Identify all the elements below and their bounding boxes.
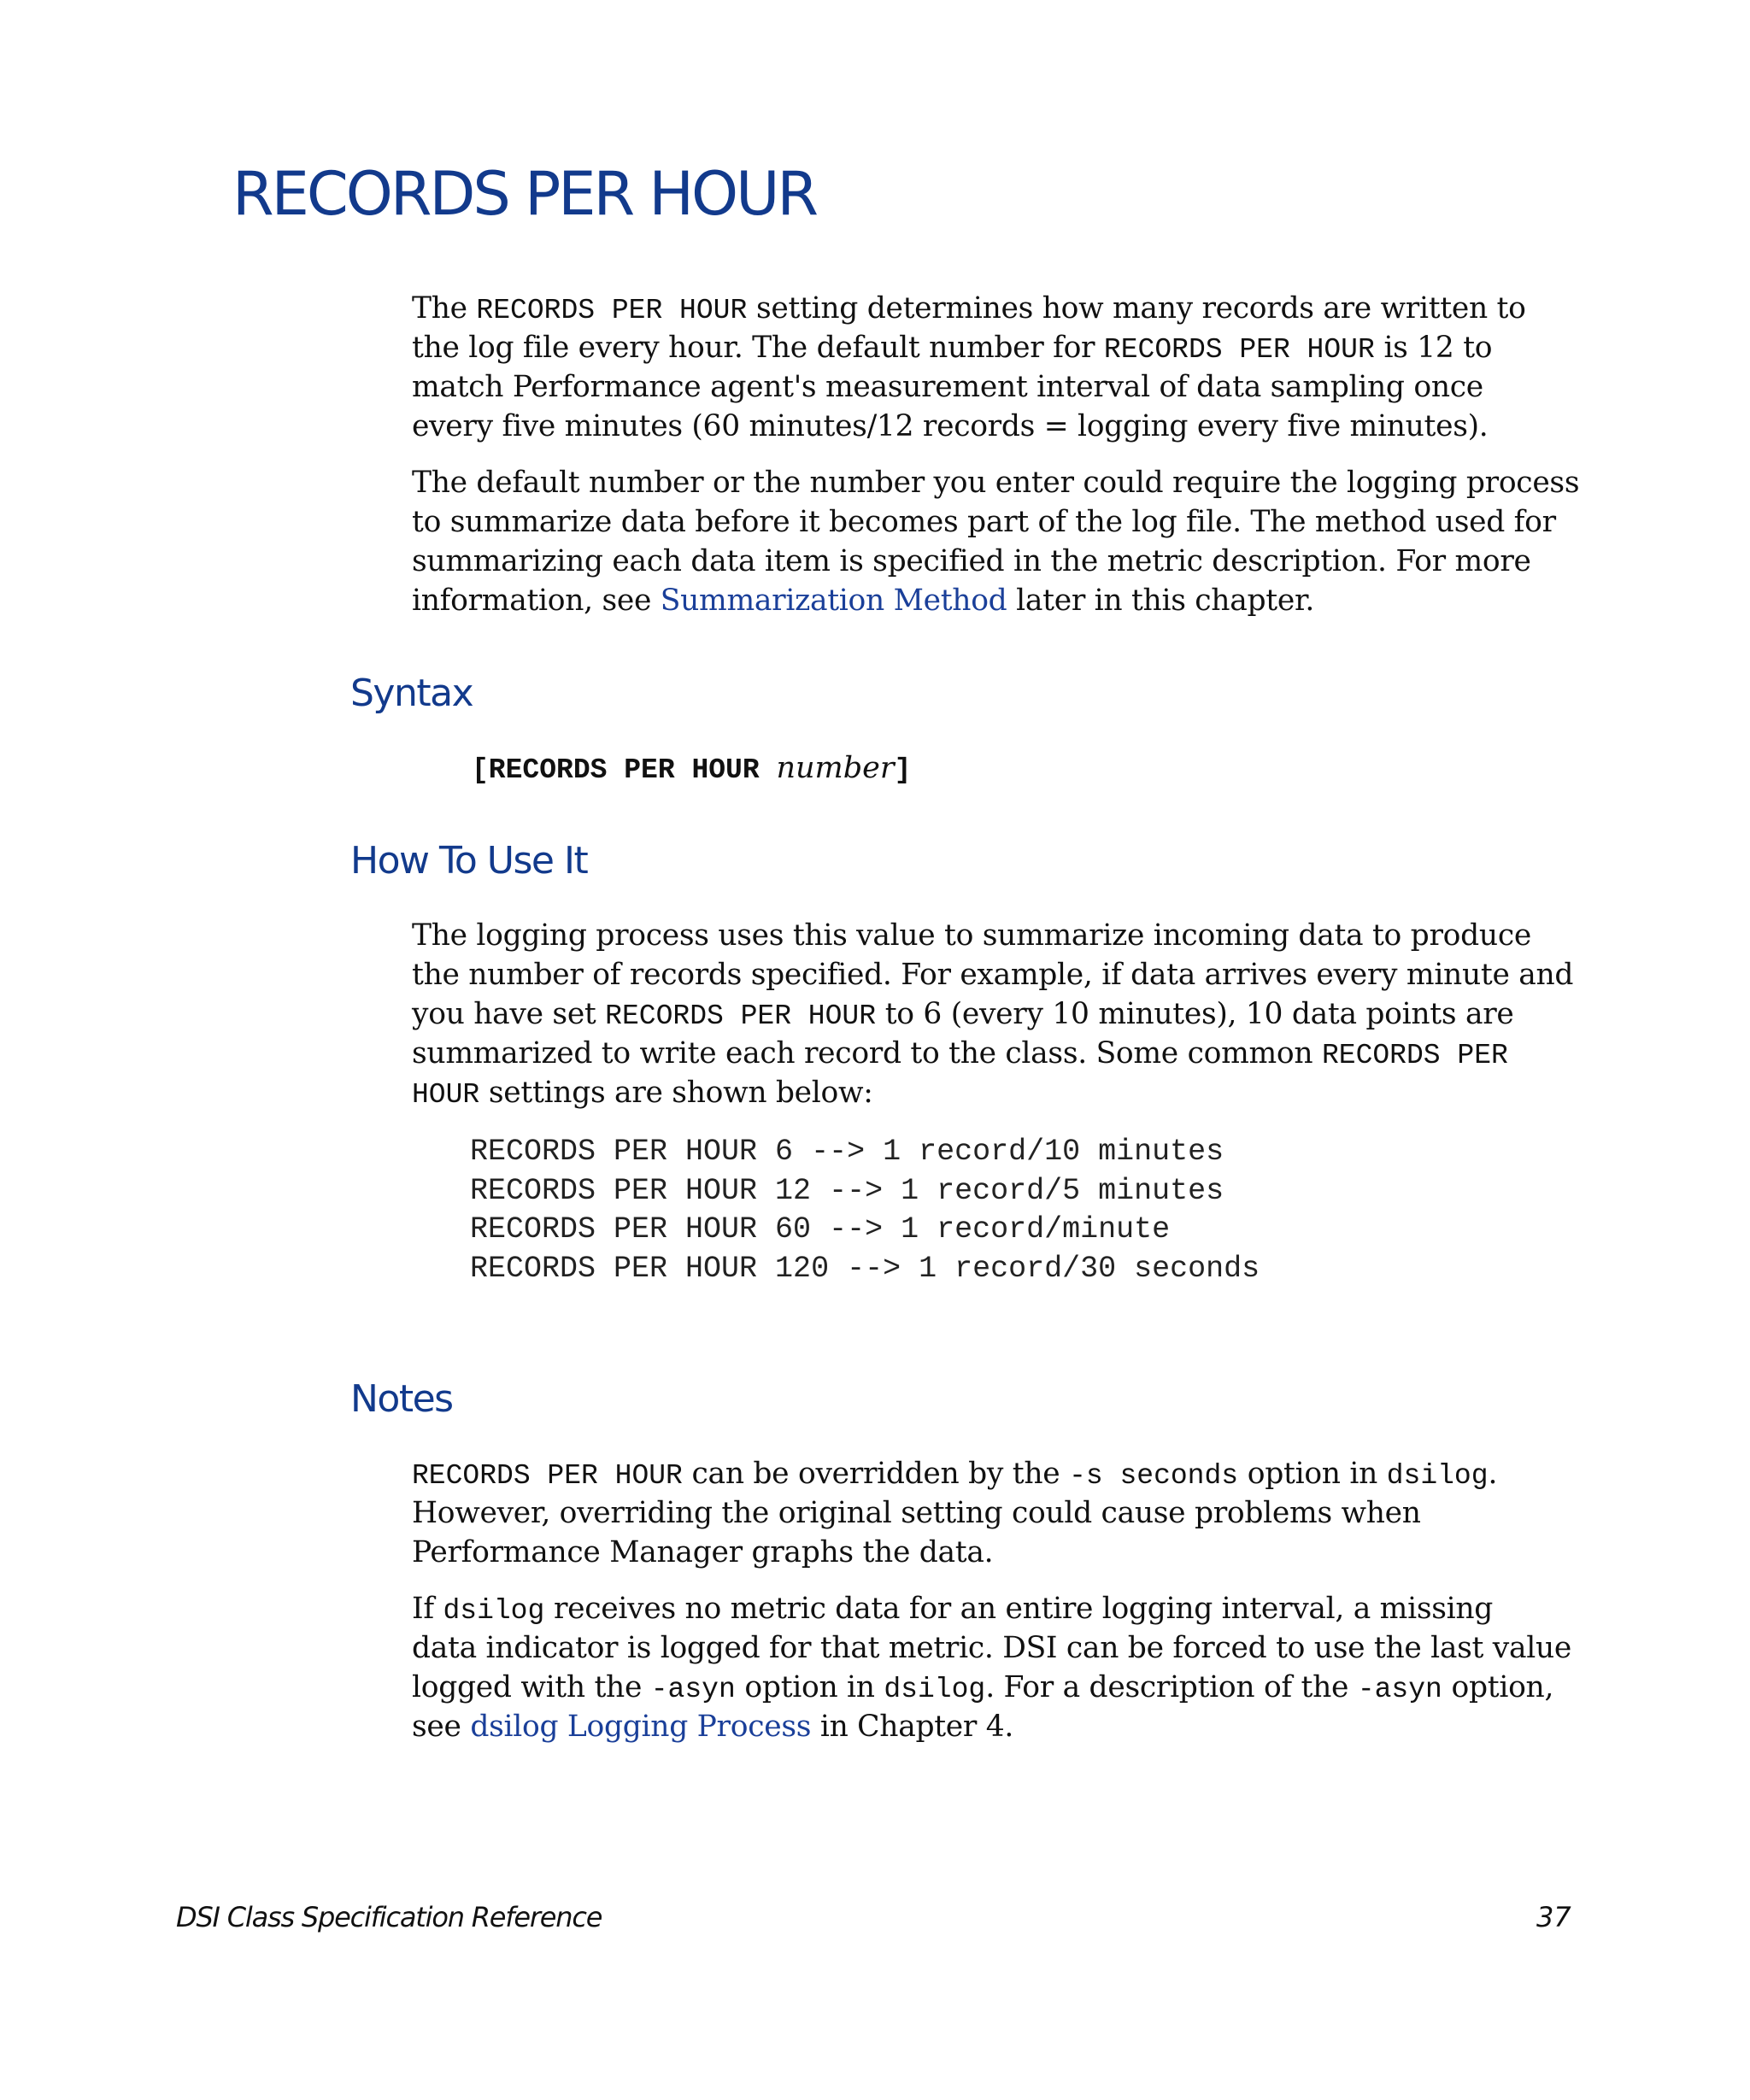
text-line: every five minutes (60 minutes/12 records = logging every five minutes). — [412, 409, 1489, 443]
notes-paragraph-1 — [412, 1454, 1608, 1572]
code-term: RECORDS PER HOUR — [412, 1460, 683, 1492]
text-line: match Performance agent's measurement interval of data sampling once — [412, 370, 1483, 404]
text-line — [412, 1073, 1608, 1112]
notes-paragraph-2 — [412, 1589, 1608, 1746]
code-example-block — [470, 1133, 1260, 1288]
dsilog-logging-process-link[interactable]: dsilog Logging Process — [470, 1710, 812, 1744]
syntax-argument: number — [776, 751, 895, 785]
syntax-close: ] — [894, 754, 912, 786]
text-line: summarizing each data item is specified in the metric description. For more — [412, 544, 1531, 578]
code-term: -asyn — [1357, 1674, 1442, 1705]
text-run: in Chapter 4. — [811, 1710, 1014, 1744]
text-line: data indicator is logged for that metric. DSI can be forced to use the last value — [412, 1631, 1572, 1665]
code-term: HOUR — [412, 1079, 480, 1111]
code-term: RECORDS PER HOUR — [1103, 334, 1375, 366]
code-term: dsilog — [1386, 1460, 1489, 1492]
footer-document-title: DSI Class Specification Reference — [176, 1901, 602, 1933]
code-term: dsilog — [884, 1674, 986, 1705]
text-run: The — [412, 291, 477, 326]
text-run: setting determines how many records are written to — [747, 291, 1526, 326]
text-line: Performance Manager graphs the data. — [412, 1535, 994, 1569]
intro-paragraph-1 — [412, 289, 1608, 446]
text-run: option in — [735, 1670, 884, 1704]
text-line — [412, 1454, 1608, 1493]
text-run: the log file every hour. The default number for — [412, 331, 1104, 365]
how-to-paragraph — [412, 916, 1608, 1112]
syntax-statement — [472, 748, 911, 790]
footer-page-number: 37 — [1536, 1901, 1571, 1933]
text-run: see — [412, 1710, 471, 1744]
text-line: However, overriding the original setting could cause problems when — [412, 1496, 1421, 1530]
text-run: to 6 (every 10 minutes), 10 data points are — [876, 997, 1514, 1031]
text-line — [412, 1589, 1608, 1628]
how-to-use-heading: How To Use It — [350, 839, 588, 883]
text-line — [412, 1707, 1608, 1746]
text-line — [412, 289, 1608, 328]
code-line: RECORDS PER HOUR 12 --> 1 record/5 minutes — [470, 1173, 1224, 1208]
text-line — [412, 994, 1608, 1034]
text-line — [412, 1034, 1608, 1073]
text-line — [412, 1668, 1608, 1707]
code-term: RECORDS PER HOUR — [476, 295, 748, 326]
text-run: . For a description of the — [985, 1670, 1358, 1704]
text-line: to summarize data before it becomes part of the log file. The method used for — [412, 505, 1556, 539]
code-line: RECORDS PER HOUR 60 --> 1 record/minute — [470, 1212, 1171, 1247]
page-title: RECORDS PER HOUR — [232, 159, 817, 229]
text-line: The logging process uses this value to summarize incoming data to produce — [412, 918, 1531, 953]
text-run: can be overridden by the — [682, 1457, 1070, 1491]
code-line: RECORDS PER HOUR 120 --> 1 record/30 seconds — [470, 1251, 1260, 1286]
text-line — [412, 328, 1608, 367]
code-term: dsilog — [443, 1595, 545, 1627]
text-line: The default number or the number you enter could require the logging process — [412, 466, 1580, 500]
code-term: -asyn — [650, 1674, 736, 1705]
text-run: settings are shown below: — [479, 1076, 873, 1110]
text-line: the number of records specified. For example, if data arrives every minute and — [412, 958, 1574, 992]
syntax-keyword: [RECORDS PER HOUR — [472, 754, 777, 786]
text-run: you have set — [412, 997, 606, 1031]
summarization-method-link[interactable]: Summarization Method — [660, 584, 1007, 618]
intro-paragraph-2 — [412, 463, 1608, 620]
text-run: later in this chapter. — [1007, 584, 1315, 618]
text-run: summarized to write each record to the class. Some common — [412, 1036, 1322, 1071]
code-term: RECORDS PER HOUR — [605, 1000, 877, 1032]
text-run: option in — [1238, 1457, 1387, 1491]
text-run: option, — [1442, 1670, 1554, 1704]
text-run: . — [1488, 1457, 1498, 1491]
code-term: RECORDS PER — [1321, 1040, 1508, 1071]
notes-heading: Notes — [350, 1377, 453, 1421]
text-line — [412, 581, 1608, 620]
text-run: If — [412, 1592, 443, 1626]
text-run: information, see — [412, 584, 661, 618]
code-line: RECORDS PER HOUR 6 --> 1 record/10 minutes — [470, 1135, 1224, 1169]
text-run: is 12 to — [1374, 331, 1493, 365]
syntax-heading: Syntax — [350, 672, 473, 715]
text-run: receives no metric data for an entire logging interval, a missing — [544, 1592, 1494, 1626]
text-run: logged with the — [412, 1670, 651, 1704]
code-term: -s seconds — [1069, 1460, 1239, 1492]
